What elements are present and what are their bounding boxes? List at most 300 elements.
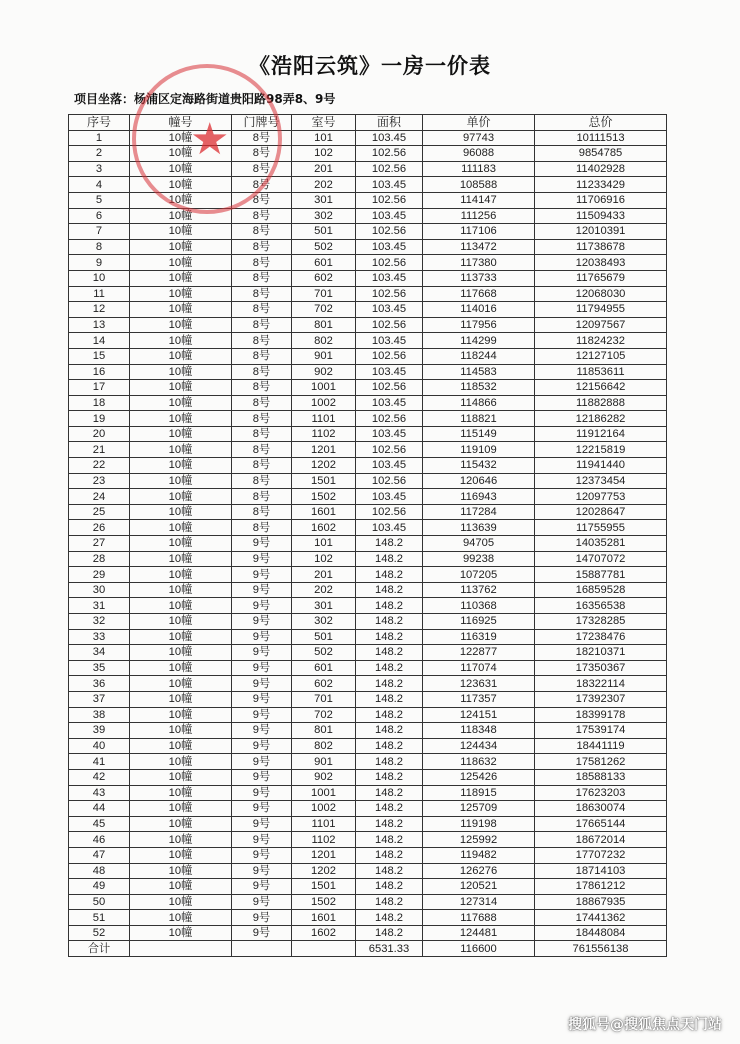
cell-area: 102.56 <box>356 411 423 427</box>
cell-room: 801 <box>292 723 356 739</box>
cell-door: 9号 <box>232 629 292 645</box>
total-empty-cell <box>232 941 292 957</box>
cell-total-price: 16859528 <box>535 582 667 598</box>
cell-unit-price: 114299 <box>423 333 535 349</box>
cell-building: 10幢 <box>130 411 232 427</box>
cell-total-price: 18210371 <box>535 645 667 661</box>
cell-unit-price: 118348 <box>423 723 535 739</box>
cell-area: 148.2 <box>356 723 423 739</box>
cell-index: 15 <box>69 348 130 364</box>
cell-unit-price: 117074 <box>423 660 535 676</box>
cell-unit-price: 116943 <box>423 489 535 505</box>
cell-total-price: 12127105 <box>535 348 667 364</box>
cell-building: 10幢 <box>130 364 232 380</box>
cell-building: 10幢 <box>130 723 232 739</box>
cell-area: 102.56 <box>356 286 423 302</box>
cell-room: 1102 <box>292 426 356 442</box>
cell-building: 10幢 <box>130 520 232 536</box>
cell-unit-price: 115149 <box>423 426 535 442</box>
cell-unit-price: 119198 <box>423 816 535 832</box>
cell-total-price: 12068030 <box>535 286 667 302</box>
table-row <box>69 458 667 474</box>
cell-total-price: 15887781 <box>535 567 667 583</box>
cell-unit-price: 125992 <box>423 832 535 848</box>
cell-door: 9号 <box>232 676 292 692</box>
cell-area: 103.45 <box>356 177 423 193</box>
cell-unit-price: 114583 <box>423 364 535 380</box>
cell-building: 10幢 <box>130 224 232 240</box>
cell-door: 9号 <box>232 879 292 895</box>
cell-room: 1502 <box>292 894 356 910</box>
table-row <box>69 847 667 863</box>
cell-door: 9号 <box>232 645 292 661</box>
table-row <box>69 177 667 193</box>
cell-door: 9号 <box>232 691 292 707</box>
cell-door: 9号 <box>232 567 292 583</box>
cell-total-price: 11509433 <box>535 208 667 224</box>
cell-room: 202 <box>292 177 356 193</box>
cell-index: 44 <box>69 801 130 817</box>
cell-building: 10幢 <box>130 879 232 895</box>
cell-area: 148.2 <box>356 660 423 676</box>
cell-total-price: 18322114 <box>535 676 667 692</box>
cell-room: 1602 <box>292 925 356 941</box>
cell-door: 8号 <box>232 177 292 193</box>
cell-building: 10幢 <box>130 395 232 411</box>
table-row <box>69 738 667 754</box>
cell-building: 10幢 <box>130 567 232 583</box>
cell-room: 1101 <box>292 411 356 427</box>
table-row <box>69 489 667 505</box>
cell-building: 10幢 <box>130 192 232 208</box>
cell-door: 8号 <box>232 348 292 364</box>
cell-index: 41 <box>69 754 130 770</box>
cell-index: 24 <box>69 489 130 505</box>
cell-building: 10幢 <box>130 816 232 832</box>
table-row <box>69 192 667 208</box>
cell-unit-price: 117106 <box>423 224 535 240</box>
cell-door: 9号 <box>232 847 292 863</box>
cell-building: 10幢 <box>130 270 232 286</box>
cell-door: 8号 <box>232 489 292 505</box>
cell-total-price: 17707232 <box>535 847 667 863</box>
cell-total-price: 14707072 <box>535 551 667 567</box>
cell-door: 8号 <box>232 302 292 318</box>
cell-building: 10幢 <box>130 598 232 614</box>
cell-door: 8号 <box>232 458 292 474</box>
table-row <box>69 894 667 910</box>
cell-area: 102.56 <box>356 380 423 396</box>
cell-total-price: 12038493 <box>535 255 667 271</box>
table-row <box>69 411 667 427</box>
cell-room: 102 <box>292 146 356 162</box>
cell-door: 8号 <box>232 224 292 240</box>
cell-total-price: 11738678 <box>535 239 667 255</box>
cell-room: 501 <box>292 629 356 645</box>
cell-area: 102.56 <box>356 504 423 520</box>
table-row <box>69 473 667 489</box>
cell-door: 9号 <box>232 894 292 910</box>
cell-unit-price: 114866 <box>423 395 535 411</box>
cell-total-price: 12373454 <box>535 473 667 489</box>
cell-index: 7 <box>69 224 130 240</box>
cell-area: 103.45 <box>356 208 423 224</box>
cell-total-price: 17539174 <box>535 723 667 739</box>
seal-star-icon: ★ <box>190 114 230 165</box>
cell-total-price: 17392307 <box>535 691 667 707</box>
cell-index: 48 <box>69 863 130 879</box>
cell-building: 10幢 <box>130 660 232 676</box>
cell-building: 10幢 <box>130 582 232 598</box>
cell-index: 49 <box>69 879 130 895</box>
table-row <box>69 910 667 926</box>
cell-index: 11 <box>69 286 130 302</box>
cell-index: 40 <box>69 738 130 754</box>
cell-door: 8号 <box>232 442 292 458</box>
cell-room: 502 <box>292 645 356 661</box>
cell-unit-price: 120646 <box>423 473 535 489</box>
cell-unit-price: 114147 <box>423 192 535 208</box>
cell-door: 8号 <box>232 473 292 489</box>
cell-total-price: 17441362 <box>535 910 667 926</box>
cell-total-price: 17665144 <box>535 816 667 832</box>
cell-unit-price: 118915 <box>423 785 535 801</box>
table-row <box>69 364 667 380</box>
cell-area: 102.56 <box>356 255 423 271</box>
cell-unit-price: 119482 <box>423 847 535 863</box>
cell-door: 9号 <box>232 832 292 848</box>
cell-total-price: 11882888 <box>535 395 667 411</box>
cell-index: 30 <box>69 582 130 598</box>
cell-room: 702 <box>292 302 356 318</box>
cell-building: 10幢 <box>130 832 232 848</box>
cell-building: 10幢 <box>130 255 232 271</box>
cell-index: 8 <box>69 239 130 255</box>
cell-area: 148.2 <box>356 645 423 661</box>
cell-building: 10幢 <box>130 863 232 879</box>
cell-room: 501 <box>292 224 356 240</box>
table-row <box>69 754 667 770</box>
cell-area: 148.2 <box>356 910 423 926</box>
table-row <box>69 520 667 536</box>
cell-area: 148.2 <box>356 894 423 910</box>
cell-area: 148.2 <box>356 567 423 583</box>
cell-area: 103.45 <box>356 364 423 380</box>
table-row <box>69 925 667 941</box>
cell-building: 10幢 <box>130 302 232 318</box>
cell-building: 10幢 <box>130 380 232 396</box>
cell-room: 801 <box>292 317 356 333</box>
cell-room: 1201 <box>292 847 356 863</box>
header-door: 门牌号 <box>232 115 292 131</box>
cell-room: 1002 <box>292 395 356 411</box>
header-room: 室号 <box>292 115 356 131</box>
cell-room: 601 <box>292 660 356 676</box>
cell-unit-price: 117357 <box>423 691 535 707</box>
cell-total-price: 12097753 <box>535 489 667 505</box>
cell-unit-price: 94705 <box>423 536 535 552</box>
cell-index: 1 <box>69 130 130 146</box>
cell-door: 9号 <box>232 738 292 754</box>
cell-building: 10幢 <box>130 146 232 162</box>
table-row <box>69 348 667 364</box>
cell-total-price: 17623203 <box>535 785 667 801</box>
cell-area: 148.2 <box>356 707 423 723</box>
cell-unit-price: 127314 <box>423 894 535 910</box>
cell-index: 42 <box>69 769 130 785</box>
cell-building: 10幢 <box>130 473 232 489</box>
cell-room: 502 <box>292 239 356 255</box>
cell-index: 16 <box>69 364 130 380</box>
total-empty-cell <box>130 941 232 957</box>
cell-total-price: 18867935 <box>535 894 667 910</box>
table-row <box>69 286 667 302</box>
cell-room: 602 <box>292 270 356 286</box>
cell-door: 8号 <box>232 333 292 349</box>
table-row <box>69 239 667 255</box>
cell-index: 3 <box>69 161 130 177</box>
table-row <box>69 660 667 676</box>
cell-door: 9号 <box>232 582 292 598</box>
cell-room: 802 <box>292 738 356 754</box>
cell-door: 9号 <box>232 910 292 926</box>
total-row <box>69 941 667 957</box>
table-row <box>69 863 667 879</box>
cell-room: 1101 <box>292 816 356 832</box>
cell-index: 27 <box>69 536 130 552</box>
cell-room: 902 <box>292 769 356 785</box>
cell-building: 10幢 <box>130 925 232 941</box>
cell-total-price: 11794955 <box>535 302 667 318</box>
source-watermark: 搜狐号@搜狐焦点天门站 <box>568 1017 722 1033</box>
cell-area: 148.2 <box>356 785 423 801</box>
cell-building: 10幢 <box>130 707 232 723</box>
cell-total-price: 18672014 <box>535 832 667 848</box>
table-row <box>69 645 667 661</box>
cell-unit-price: 117956 <box>423 317 535 333</box>
cell-index: 5 <box>69 192 130 208</box>
cell-area: 103.45 <box>356 302 423 318</box>
cell-building: 10幢 <box>130 801 232 817</box>
table-row <box>69 224 667 240</box>
cell-unit-price: 124151 <box>423 707 535 723</box>
cell-total-price: 12097567 <box>535 317 667 333</box>
cell-door: 8号 <box>232 255 292 271</box>
cell-building: 10幢 <box>130 645 232 661</box>
cell-index: 35 <box>69 660 130 676</box>
header-unit-price: 单价 <box>423 115 535 131</box>
cell-room: 1202 <box>292 458 356 474</box>
total-price: 761556138 <box>535 941 667 957</box>
table-row <box>69 302 667 318</box>
cell-area: 148.2 <box>356 863 423 879</box>
cell-door: 8号 <box>232 395 292 411</box>
table-body <box>69 130 667 941</box>
cell-door: 9号 <box>232 723 292 739</box>
cell-index: 17 <box>69 380 130 396</box>
cell-building: 10幢 <box>130 629 232 645</box>
cell-door: 9号 <box>232 614 292 630</box>
cell-unit-price: 125426 <box>423 769 535 785</box>
cell-index: 39 <box>69 723 130 739</box>
table-row <box>69 255 667 271</box>
cell-total-price: 11765679 <box>535 270 667 286</box>
cell-door: 9号 <box>232 536 292 552</box>
table-row <box>69 567 667 583</box>
cell-building: 10幢 <box>130 910 232 926</box>
cell-room: 701 <box>292 691 356 707</box>
cell-door: 9号 <box>232 801 292 817</box>
cell-area: 102.56 <box>356 442 423 458</box>
cell-unit-price: 118532 <box>423 380 535 396</box>
cell-total-price: 11941440 <box>535 458 667 474</box>
cell-room: 102 <box>292 551 356 567</box>
cell-door: 9号 <box>232 551 292 567</box>
cell-building: 10幢 <box>130 676 232 692</box>
cell-door: 9号 <box>232 660 292 676</box>
cell-building: 10幢 <box>130 738 232 754</box>
table-row <box>69 832 667 848</box>
cell-unit-price: 120521 <box>423 879 535 895</box>
table-row <box>69 582 667 598</box>
cell-index: 19 <box>69 411 130 427</box>
cell-total-price: 17328285 <box>535 614 667 630</box>
cell-building: 10幢 <box>130 691 232 707</box>
table-row <box>69 317 667 333</box>
cell-area: 148.2 <box>356 738 423 754</box>
table-row <box>69 504 667 520</box>
cell-index: 37 <box>69 691 130 707</box>
cell-unit-price: 122877 <box>423 645 535 661</box>
cell-unit-price: 123631 <box>423 676 535 692</box>
cell-area: 103.45 <box>356 333 423 349</box>
cell-door: 8号 <box>232 520 292 536</box>
cell-unit-price: 113733 <box>423 270 535 286</box>
cell-door: 8号 <box>232 426 292 442</box>
cell-index: 31 <box>69 598 130 614</box>
cell-total-price: 17581262 <box>535 754 667 770</box>
cell-building: 10幢 <box>130 333 232 349</box>
cell-total-price: 14035281 <box>535 536 667 552</box>
cell-total-price: 11912164 <box>535 426 667 442</box>
table-row <box>69 629 667 645</box>
cell-index: 32 <box>69 614 130 630</box>
cell-building: 10幢 <box>130 551 232 567</box>
cell-unit-price: 117688 <box>423 910 535 926</box>
cell-total-price: 11755955 <box>535 520 667 536</box>
cell-unit-price: 119109 <box>423 442 535 458</box>
cell-area: 148.2 <box>356 801 423 817</box>
cell-room: 201 <box>292 567 356 583</box>
cell-room: 901 <box>292 348 356 364</box>
cell-unit-price: 124434 <box>423 738 535 754</box>
cell-building: 10幢 <box>130 536 232 552</box>
total-label: 合计 <box>69 941 130 957</box>
table-row <box>69 707 667 723</box>
cell-unit-price: 111183 <box>423 161 535 177</box>
cell-unit-price: 126276 <box>423 863 535 879</box>
cell-room: 1502 <box>292 489 356 505</box>
cell-area: 148.2 <box>356 598 423 614</box>
cell-door: 9号 <box>232 816 292 832</box>
cell-area: 148.2 <box>356 536 423 552</box>
cell-total-price: 18448084 <box>535 925 667 941</box>
cell-total-price: 12186282 <box>535 411 667 427</box>
cell-area: 148.2 <box>356 691 423 707</box>
cell-area: 148.2 <box>356 629 423 645</box>
cell-door: 9号 <box>232 863 292 879</box>
total-empty-cell <box>292 941 356 957</box>
cell-index: 10 <box>69 270 130 286</box>
cell-index: 33 <box>69 629 130 645</box>
cell-area: 102.56 <box>356 192 423 208</box>
table-row <box>69 130 667 146</box>
cell-building: 10幢 <box>130 348 232 364</box>
cell-room: 702 <box>292 707 356 723</box>
cell-room: 602 <box>292 676 356 692</box>
cell-building: 10幢 <box>130 847 232 863</box>
cell-door: 8号 <box>232 239 292 255</box>
cell-building: 10幢 <box>130 239 232 255</box>
cell-total-price: 12028647 <box>535 504 667 520</box>
cell-area: 103.45 <box>356 520 423 536</box>
cell-room: 301 <box>292 598 356 614</box>
cell-index: 26 <box>69 520 130 536</box>
cell-total-price: 12215819 <box>535 442 667 458</box>
cell-area: 102.56 <box>356 473 423 489</box>
document-title: 《浩阳云筑》一房一价表 <box>249 54 491 78</box>
cell-index: 45 <box>69 816 130 832</box>
cell-building: 10幢 <box>130 754 232 770</box>
cell-door: 8号 <box>232 130 292 146</box>
cell-door: 8号 <box>232 192 292 208</box>
cell-index: 25 <box>69 504 130 520</box>
cell-room: 1002 <box>292 801 356 817</box>
cell-total-price: 11853611 <box>535 364 667 380</box>
cell-unit-price: 96088 <box>423 146 535 162</box>
cell-unit-price: 115432 <box>423 458 535 474</box>
cell-total-price: 18441119 <box>535 738 667 754</box>
table-row <box>69 161 667 177</box>
cell-building: 10幢 <box>130 769 232 785</box>
cell-building: 10幢 <box>130 426 232 442</box>
cell-total-price: 12156642 <box>535 380 667 396</box>
cell-unit-price: 117284 <box>423 504 535 520</box>
cell-building: 10幢 <box>130 489 232 505</box>
total-area: 6531.33 <box>356 941 423 957</box>
cell-room: 302 <box>292 614 356 630</box>
cell-area: 103.45 <box>356 239 423 255</box>
cell-area: 103.45 <box>356 130 423 146</box>
header-area: 面积 <box>356 115 423 131</box>
cell-room: 601 <box>292 255 356 271</box>
cell-area: 148.2 <box>356 816 423 832</box>
cell-total-price: 12010391 <box>535 224 667 240</box>
cell-area: 103.45 <box>356 458 423 474</box>
cell-area: 103.45 <box>356 395 423 411</box>
cell-room: 1601 <box>292 504 356 520</box>
cell-index: 22 <box>69 458 130 474</box>
table-row <box>69 816 667 832</box>
cell-unit-price: 113472 <box>423 239 535 255</box>
cell-area: 148.2 <box>356 832 423 848</box>
cell-building: 10幢 <box>130 894 232 910</box>
cell-index: 50 <box>69 894 130 910</box>
cell-area: 102.56 <box>356 146 423 162</box>
cell-door: 8号 <box>232 270 292 286</box>
cell-unit-price: 111256 <box>423 208 535 224</box>
cell-area: 103.45 <box>356 426 423 442</box>
